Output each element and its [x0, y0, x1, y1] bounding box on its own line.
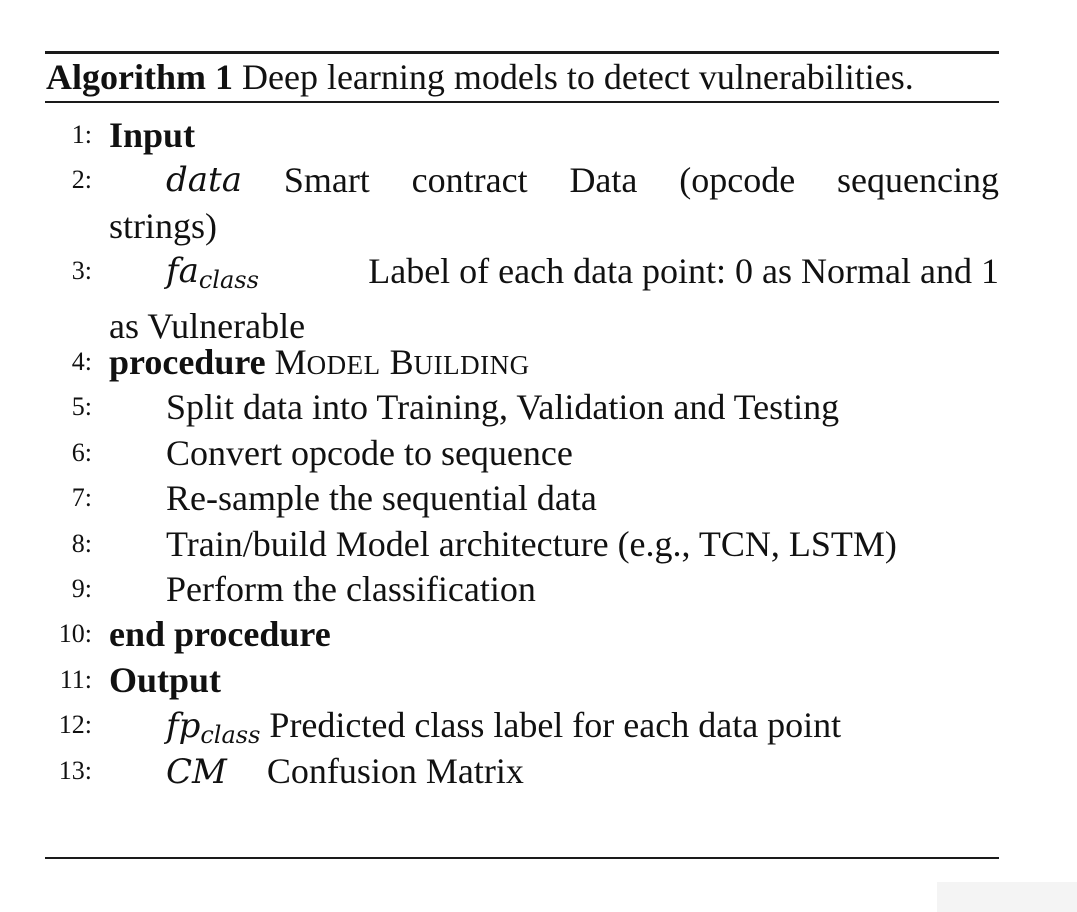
line-number: 8: — [71, 529, 92, 558]
end-procedure-keyword: end procedure — [109, 614, 331, 654]
algorithm-label: Algorithm 1 — [46, 57, 233, 97]
line-3-continuation: as Vulnerable — [109, 306, 306, 346]
label-description: Label of each data point: 0 as Normal and 1 — [368, 251, 999, 291]
line-2-continuation: strings) — [109, 206, 217, 246]
step-text: Perform the classification — [166, 569, 536, 609]
output-keyword: Output — [109, 660, 222, 700]
step-text: Re-sample the sequential data — [166, 478, 597, 518]
line-number: 6: — [71, 438, 92, 467]
step-text: Split data into Training, Validation and Testing — [166, 387, 840, 427]
output-description: Predicted class label for each data point — [269, 705, 842, 745]
line-number: 9: — [71, 574, 92, 603]
output-description: Confusion Matrix — [266, 751, 524, 791]
procedure-keyword: procedure — [109, 342, 266, 382]
line-3-row — [109, 248, 999, 303]
line-number: 12: — [58, 710, 92, 739]
algorithm-caption — [46, 54, 998, 101]
word: sequencing — [837, 160, 999, 200]
algorithm-title: Deep learning models to detect vulnerabilities. — [241, 57, 914, 97]
cm-variable: CM — [166, 752, 227, 792]
line-number: 4: — [71, 347, 92, 376]
step-text: Train/build Model architecture (e.g., TCN, LSTM) — [166, 524, 897, 564]
caption-rule — [45, 101, 999, 103]
word: Smart — [283, 160, 370, 200]
data-variable: data — [166, 160, 242, 200]
word: (opcode — [679, 160, 796, 200]
word: Data — [569, 160, 638, 200]
scan-artifact — [937, 882, 1077, 912]
line-number: 7: — [71, 483, 92, 512]
input-keyword: Input — [109, 115, 196, 155]
line-number: 3: — [71, 256, 92, 285]
line-number: 1: — [71, 120, 92, 149]
fp-class-variable: $fp_{class}$ — [166, 706, 261, 749]
step-text: Convert opcode to sequence — [166, 433, 573, 473]
line-number: 11: — [59, 665, 92, 694]
line-2-row — [109, 157, 999, 203]
procedure-name: MODEL BUILDING — [274, 342, 530, 382]
line-number: 10: — [58, 619, 92, 648]
bottom-rule — [45, 857, 999, 859]
line-number: 5: — [71, 392, 92, 421]
line-number: 13: — [58, 756, 92, 785]
fa-class-variable: $fa_{class}$ — [166, 251, 259, 294]
line-number: 2: — [71, 165, 92, 194]
word: contract — [411, 160, 528, 200]
